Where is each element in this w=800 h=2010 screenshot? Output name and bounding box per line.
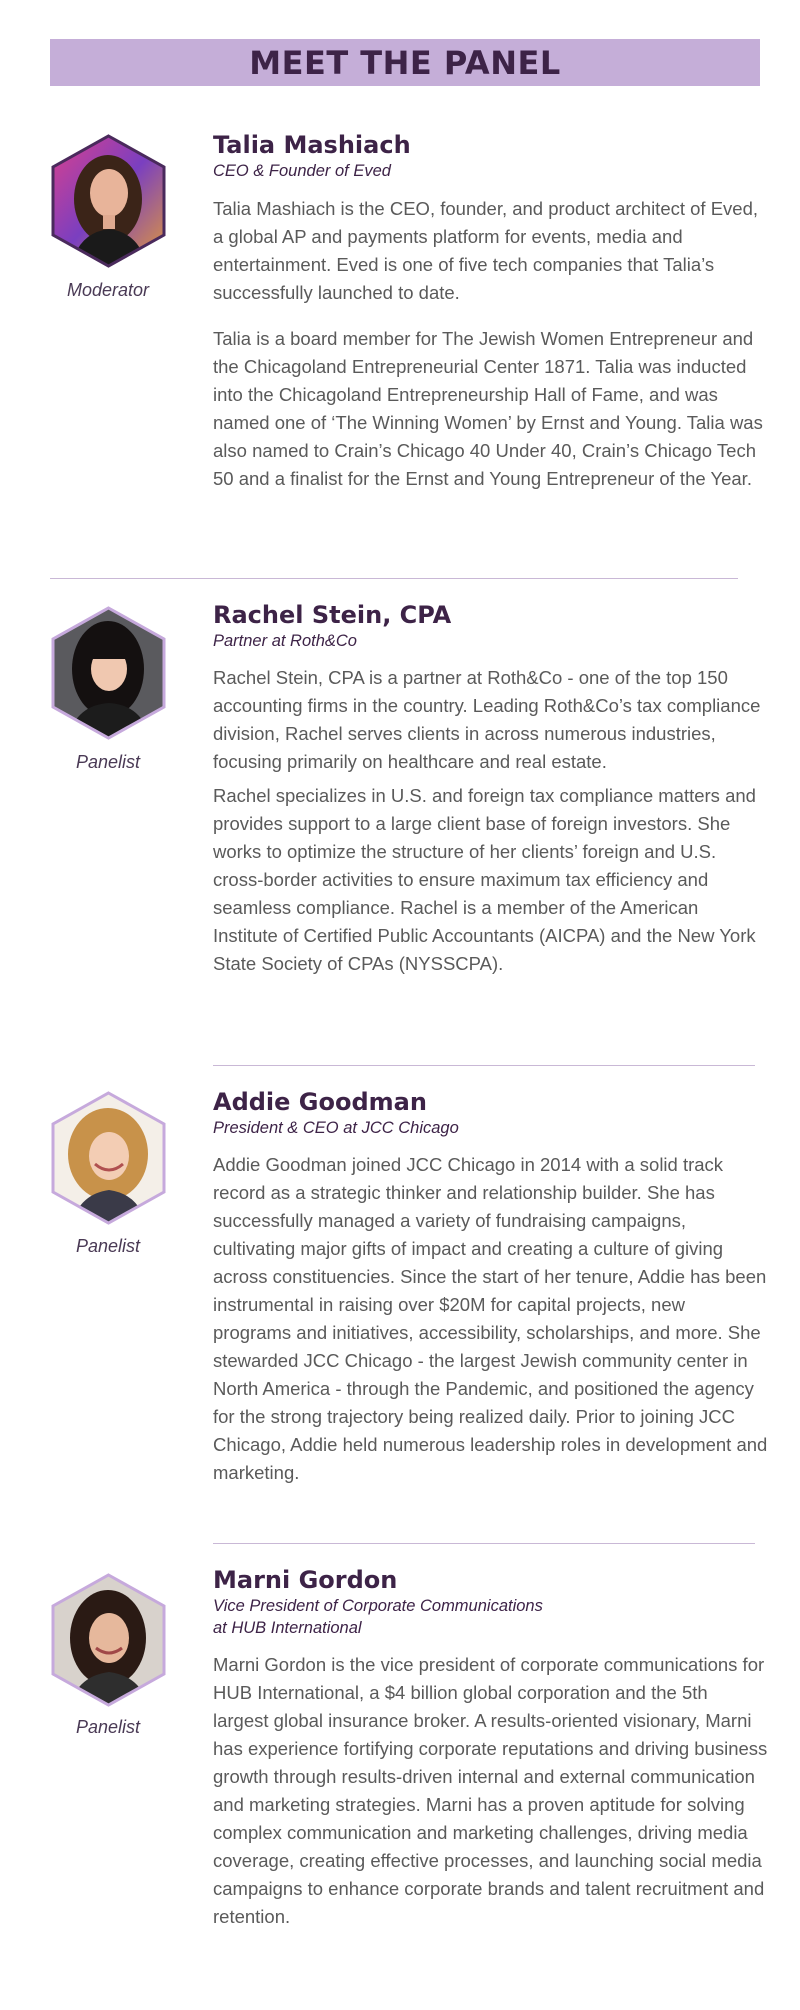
section-divider [213, 1543, 755, 1544]
avatar [49, 605, 168, 741]
panelist-name: Talia Mashiach [213, 131, 411, 159]
panelist-title: CEO & Founder of Eved [213, 162, 391, 180]
panelist-bio-paragraph: Rachel specializes in U.S. and foreign tax compliance matters and provides support to a large client base of foreign investors. She works to optimize the structure of her clients’ foreign and U.S. cross-border activities to ensure maximum tax efficiency and seamless compliance. Rachel is a member of the American Institute of Certified Public Accountants (AICPA) and the New York State Society of CPAs (NYSSCPA). [213, 785, 756, 974]
avatar [49, 133, 168, 269]
panelist-bio-paragraph: Marni Gordon is the vice president of corporate communications for HUB International, a $4 billion global corporation and the 5th largest global insurance broker. A results-oriented visionary, Marni has experience fortifying corporate reputations and driving business growth through results-driven internal and external communication and marketing strategies. Marni has a proven aptitude for solving complex communication and marketing challenges, driving media coverage, creating effective processes, and launching social media campaigns to enhance corporate brands and talent recruitment and retention. [213, 1654, 768, 1927]
section-divider [50, 578, 738, 579]
panelist-bio-paragraph: Addie Goodman joined JCC Chicago in 2014 with a solid track record as a strategic thinker and relationship builder. She has successfully managed a variety of fundraising campaigns, cultivating major gifts of impact and creating a culture of giving across constituencies. Since the start of her tenure, Addie has been instrumental in raising over $20M for capital projects, new programs and initiatives, accessibility, scholarships, and more. She stewarded JCC Chicago - the largest Jewish community center in North America - through the Pandemic, and positioned the agency for the strong trajectory being realized daily. Prior to joining JCC Chicago, Addie held numerous leadership roles in development and marketing. [213, 1154, 768, 1483]
avatar-portrait-icon [49, 1090, 168, 1226]
panelist-title-continued: at HUB International [213, 1619, 362, 1637]
panelist-bio-paragraph: Talia is a board member for The Jewish Women Entrepreneur and the Chicagoland Entrepreneurial Center 1871. Talia was inducted into the Chicagoland Entrepreneurship Hall of Fame, and was named one of ‘The Winning Women’ by Ernst and Young. Talia was also named to Crain’s Chicago 40 Under 40, Crain’s Chicago Tech 50 and a finalist for the Ernst and Young Entrepreneur of the Year. [213, 328, 763, 489]
panelist-name: Addie Goodman [213, 1088, 427, 1116]
page-title: MEET THE PANEL [249, 43, 561, 82]
panelist-bio-paragraph: Talia Mashiach is the CEO, founder, and product architect of Eved, a global AP and payments platform for events, media and entertainment. Eved is one of five tech companies that Talia’s successfully launched to date. [213, 198, 759, 303]
panelist-role: Panelist [75, 1236, 141, 1256]
panelist-name: Rachel Stein, CPA [213, 601, 452, 629]
panelist-name: Marni Gordon [213, 1566, 398, 1594]
avatar [49, 1090, 168, 1226]
avatar-portrait-icon [49, 1572, 168, 1708]
panelist-title: Vice President of Corporate Communications [213, 1597, 543, 1615]
panelist-role: Moderator [66, 280, 150, 300]
section-divider [213, 1065, 755, 1066]
panelist-bio-paragraph: Rachel Stein, CPA is a partner at Roth&Co - one of the top 150 accounting firms in the country. Leading Roth&Co’s tax compliance division, Rachel serves clients in across numerous industries, focusing primarily on healthcare and real estate. [213, 667, 761, 772]
avatar [49, 1572, 168, 1708]
panelist-title: Partner at Roth&Co [213, 632, 357, 650]
header-banner [50, 39, 760, 86]
avatar-portrait-icon [49, 605, 168, 741]
avatar-portrait-icon [49, 133, 168, 269]
panelist-role: Panelist [75, 752, 141, 772]
panelist-role: Panelist [75, 1717, 141, 1737]
panelist-title: President & CEO at JCC Chicago [213, 1119, 459, 1137]
